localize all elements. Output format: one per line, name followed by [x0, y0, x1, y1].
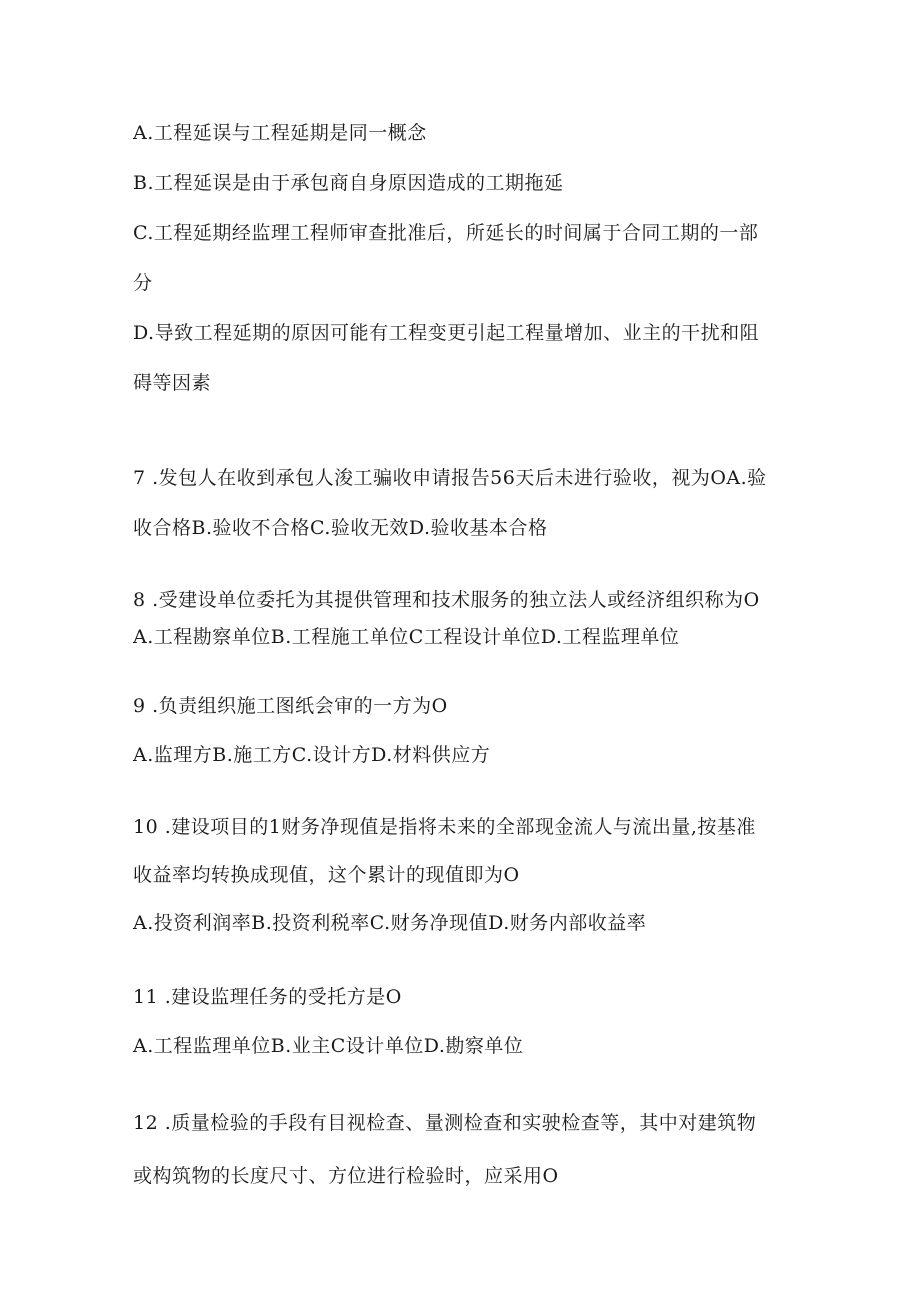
question-7-options: 收合格B.验收不合格C.验收无效D.验收基本合格	[133, 517, 548, 539]
question-11-options: A.工程监理单位B.业主C设计单位D.勘察单位	[133, 1035, 524, 1057]
question-10-options: A.投资利润率B.投资利税率C.财务净现值D.财务内部收益率	[133, 912, 647, 934]
question-12: 12 .质量检验的手段有目视检查、量测检查和实驶检查等，其中对建筑物	[133, 1112, 757, 1134]
question-9-options: A.监理方B.施工方C.设计方D.材料供应方	[133, 744, 491, 766]
question-7: 7 .发包人在收到承包人浚工骗收申请报告56天后未进行验收，视为OA.验	[133, 467, 767, 489]
question-9: 9 .负责组织施工图纸会审的一方为O	[133, 695, 448, 717]
question-12-continuation: 或构筑物的长度尺寸、方位进行检验时，应采用O	[133, 1165, 559, 1187]
question-8: 8 .受建设单位委托为其提供管理和技术服务的独立法人或经济组织称为O	[133, 589, 760, 611]
question-10: 10 .建设项目的1财务净现值是指将未来的全部现金流人与流出量,按基准	[133, 816, 756, 838]
option-line: B.工程延误是由于承包商自身原因造成的工期拖延	[133, 172, 564, 194]
option-line: A.工程延误与工程延期是同一概念	[133, 122, 427, 144]
option-line-continuation: 碍等因素	[133, 372, 212, 394]
question-11: 11 .建设监理任务的受托方是O	[133, 986, 402, 1008]
option-line: D.导致工程延期的原因可能有工程变更引起工程量增加、业主的干扰和阻	[133, 322, 760, 344]
question-10-continuation: 收益率均转换成现值，这个累计的现值即为O	[133, 864, 520, 886]
option-line-continuation: 分	[133, 272, 153, 294]
question-8-options: A.工程勘察单位B.工程施工单位C工程设计单位D.工程监理单位	[133, 626, 680, 648]
option-line: C.工程延期经监理工程师审查批准后，所延长的时间属于合同工期的一部	[133, 222, 759, 244]
